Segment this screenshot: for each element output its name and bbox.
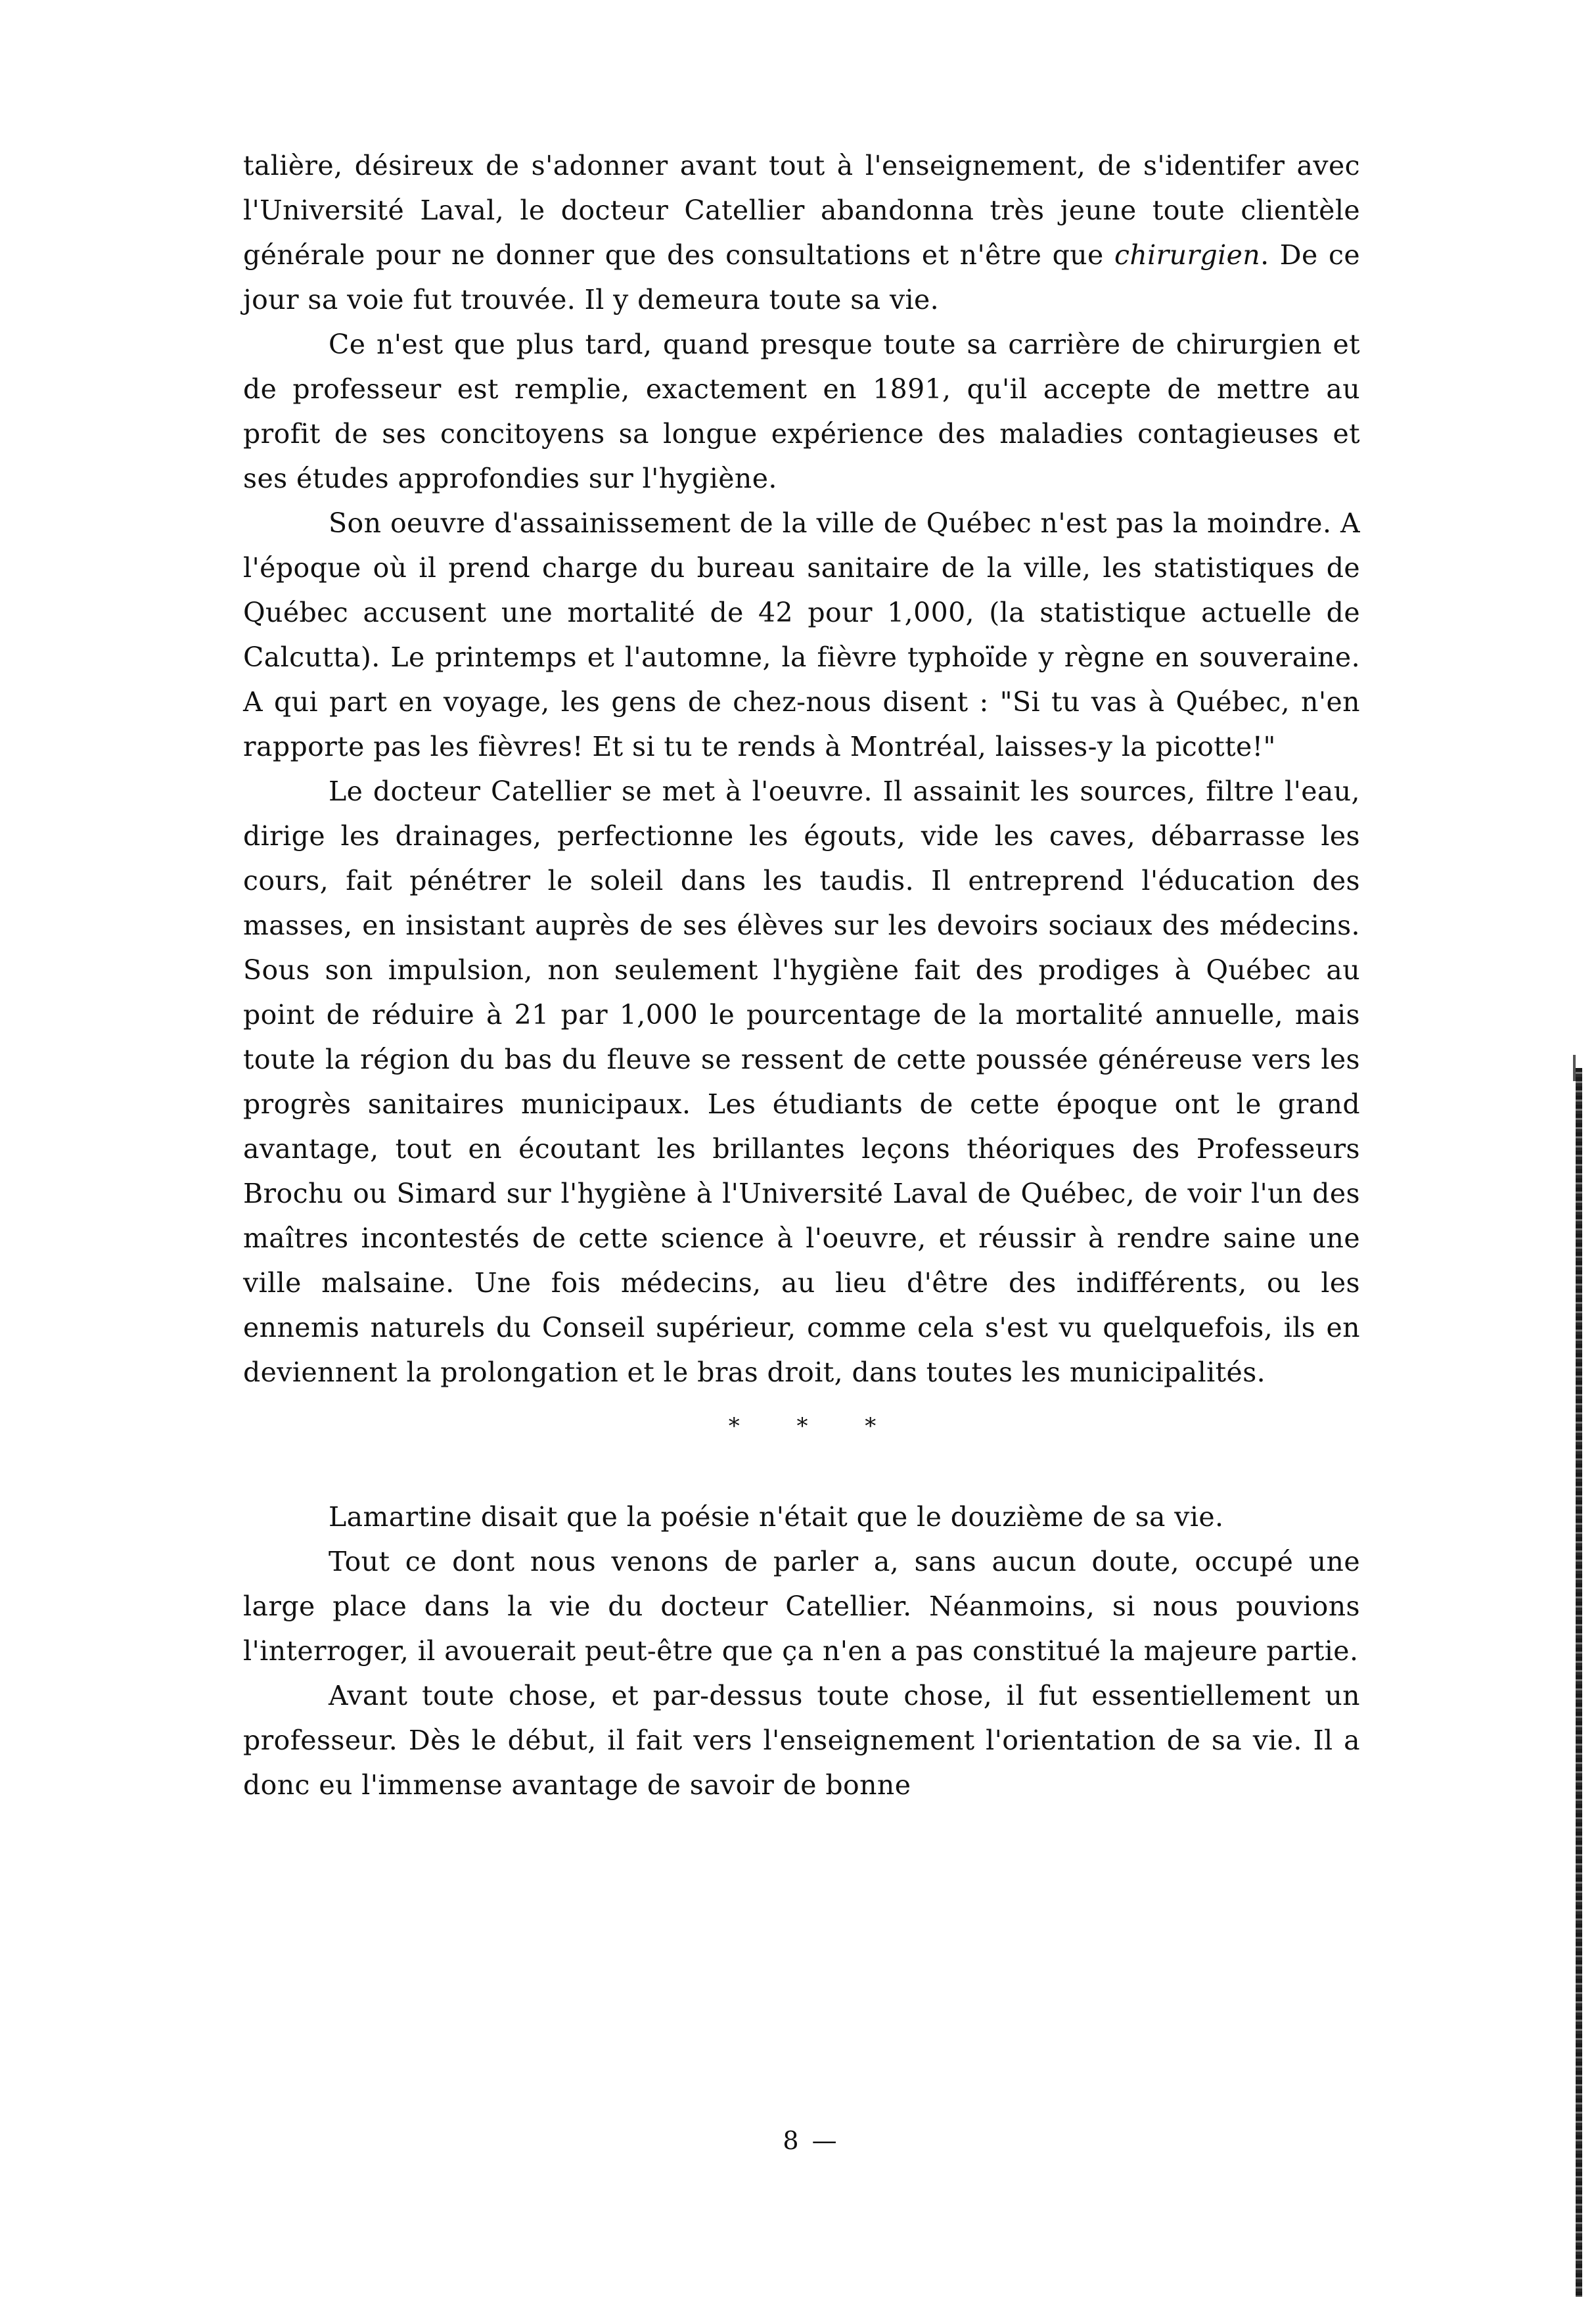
paragraph-5: Lamartine disait que la poésie n'était que le douzième de sa vie. bbox=[329, 1501, 1224, 1533]
paragraph-2: Ce n'est que plus tard, quand presque toute sa carrière de chirurgien et de professeur est remplie, exactement en 1891, qu'il accepte de mettre au profit de ses concitoyens sa longue expérience des maladies contagieuses et ses études approfondies sur l'hygiène. bbox=[243, 329, 1360, 494]
paragraph-3: Son oeuvre d'assainissement de la ville de Québec n'est pas la moindre. A l'époque où il prend charge du bureau sanitaire de la ville, les statistiques de Québec accusent une mortalité de 42 pour 1,000, (la statistique actuelle de Calcutta). Le printemps et l'automne, la fièvre typhoïde y règne en souveraine. A qui part en voyage, les gens de chez-nous disent : "Si tu vas à Québec, n'en rapporte pas les fièvres! Et si tu te rends à Montréal, laisses-y la picotte!" bbox=[243, 507, 1360, 762]
scan-binding-edge bbox=[1576, 1068, 1582, 2297]
paragraph-1 bbox=[243, 143, 1360, 322]
page-number: 8 — bbox=[783, 2126, 840, 2155]
page-body bbox=[243, 143, 1360, 1807]
paragraph-6: Tout ce dont nous venons de parler a, sans aucun doute, occupé une large place dans la vie du docteur Catellier. Néanmoins, si nous pouvions l'interroger, il avouerait peut-être que ça n'en a pas constitué la majeure partie. bbox=[243, 1546, 1360, 1667]
paragraph-1-tail: . De ce jour sa voie fut trouvée. Il y demeura toute sa vie. bbox=[243, 239, 1360, 315]
paragraph-7: Avant toute chose, et par-dessus toute chose, il fut essentiellement un professeur. Dès le début, il fait vers l'enseignement l'orientation de sa vie. Il a donc eu l'immense avantage de savoir de bonne bbox=[243, 1680, 1360, 1801]
paragraph-1-emphasis: chirurgien bbox=[1114, 239, 1261, 271]
section-separator: * * * bbox=[728, 1413, 901, 1439]
paragraph-1-text: talière, désireux de s'adonner avant tout à l'enseignement, de s'identifer avec l'Université Laval, le docteur Catellier abandonna très jeune toute clientèle générale pour ne donner que des consultations et n'être que bbox=[243, 150, 1360, 271]
paragraph-4: Le docteur Catellier se met à l'oeuvre. Il assainit les sources, filtre l'eau, dirige les drainages, perfectionne les égouts, vide les caves, débarrasse les cours, fait pénétrer le soleil dans les taudis. Il entreprend l'éducation des masses, en insistant auprès de ses élèves sur les devoirs sociaux des médecins. Sous son impulsion, non seulement l'hygiène fait des prodiges à Québec au point de réduire à 21 par 1,000 le pourcentage de la mortalité annuelle, mais toute la région du bas du fleuve se ressent de cette poussée généreuse vers les progrès sanitaires municipaux. Les étudiants de cette époque ont le grand avantage, tout en écoutant les brillantes leçons théoriques des Professeurs Brochu ou Simard sur l'hygiène à l'Université Laval de Québec, de voir l'un des maîtres incontestés de cette science à l'oeuvre, et réussir à rendre saine une ville malsaine. Une fois médecins, au lieu d'être des indifférents, ou les ennemis naturels du Conseil supérieur, comme cela s'est vu quelquefois, ils en deviennent la prolongation et le bras droit, dans toutes les municipalités. bbox=[243, 776, 1360, 1388]
